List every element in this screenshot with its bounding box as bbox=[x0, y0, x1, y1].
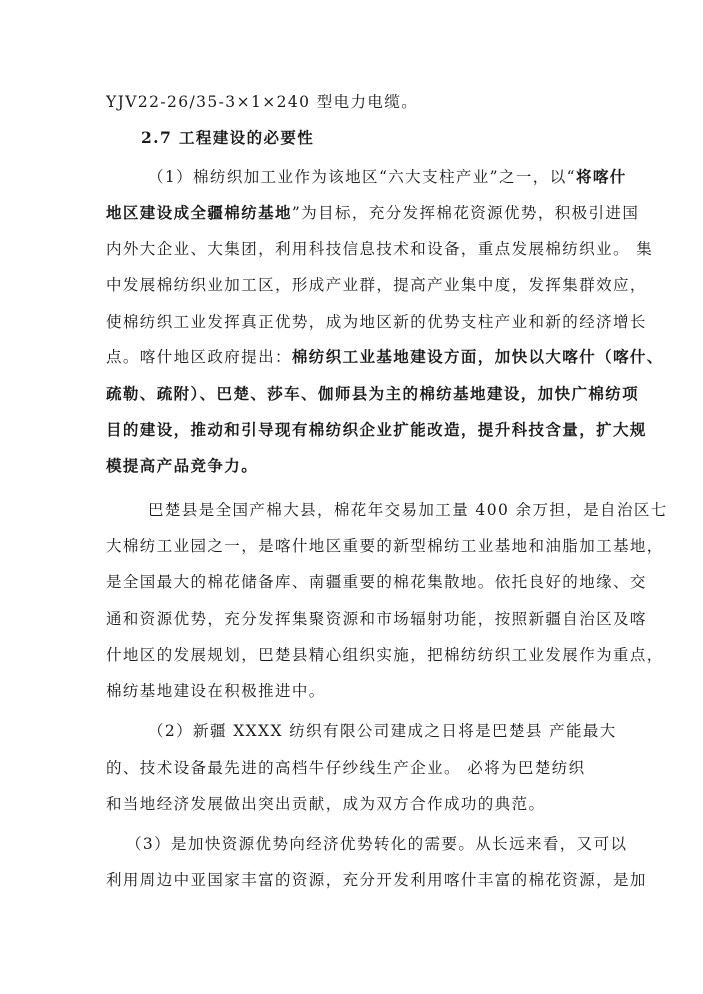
paragraph-1-line-2 bbox=[106, 203, 639, 223]
paragraph-1-emphasis-start: 将喀什 bbox=[575, 167, 627, 186]
paragraph-3-line-1: （2）新疆 XXXX 纺织有限公司建成之日将是巴楚县 产能最大 bbox=[148, 722, 617, 740]
government-plan: 棉纺织工业基地建设方面，加快以大喀什（喀什、 bbox=[291, 347, 664, 366]
paragraph-1-line-8: 目的建设，推动和引导现有棉纺织企业扩能改造，提升科技含量，扩大规 bbox=[106, 420, 647, 439]
paragraph-1-line-4: 中发展棉纺织业加工区，形成产业群，提高产业集中度，发挥集群效应， bbox=[106, 276, 647, 294]
paragraph-2-line-3: 是全国最大的棉花储备库、南疆重要的棉花集散地。依托良好的地缘、交 bbox=[106, 573, 647, 591]
paragraph-4-line-2: 利用周边中亚国家丰富的资源，充分开发利用喀什丰富的棉花资源，是加 bbox=[106, 871, 647, 889]
paragraph-4-line-1: （3）是加快资源优势向经济优势转化的需要。从长远来看，又可以 bbox=[126, 835, 628, 853]
paragraph-2-line-2: 大棉纺工业园之一，是喀什地区重要的新型棉纺工业基地和油脂加工基地， bbox=[106, 537, 664, 555]
paragraph-1-line-6 bbox=[106, 347, 664, 367]
paragraph-1-intro: （1）棉纺织加工业作为该地区“六大支柱产业”之一，以“ bbox=[148, 168, 576, 186]
paragraph-1-line-7: 疏勒、疏附）、巴楚、莎车、伽师县为主的棉纺基地建设，加快广棉纺项 bbox=[106, 384, 640, 403]
text-line-1: YJV22-26/35-3×1×240 型电力电缆。 bbox=[106, 93, 419, 111]
paragraph-1-line-1 bbox=[148, 167, 627, 187]
paragraph-2-line-4: 通和资源优势，充分发挥集聚资源和市场辐射功能，按照新疆自治区及喀 bbox=[106, 610, 647, 628]
paragraph-3-line-2: 的、技术设备最先进的高档牛仔纱线生产企业。 必将为巴楚纺织 bbox=[106, 759, 586, 777]
paragraph-1-goal: ”为目标，充分发挥棉花资源优势，积极引进国 bbox=[291, 204, 640, 222]
paragraph-2-line-1: 巴楚县是全国产棉大县，棉花年交易加工量 400 余万担，是自治区七 bbox=[148, 501, 668, 519]
paragraph-1-line-5: 使棉纺织工业发挥真正优势，成为地区新的优势支柱产业和新的经济增长 bbox=[106, 313, 647, 331]
paragraph-3-line-3: 和当地经济发展做出突出贡献，成为双方合作成功的典范。 bbox=[106, 795, 546, 813]
paragraph-2-line-5: 什地区的发展规划，巴楚县精心组织实施，把棉纺纺织工业发展作为重点， bbox=[106, 646, 664, 664]
section-heading: 2.7 工程建设的必要性 bbox=[141, 128, 315, 147]
paragraph-1-emphasis-end: 地区建设成全疆棉纺基地 bbox=[106, 203, 292, 222]
government-statement: 点。喀什地区政府提出： bbox=[106, 348, 292, 366]
paragraph-2-line-6: 棉纺基地建设在积极推进中。 bbox=[106, 682, 326, 700]
paragraph-1-line-9: 模提高产品竞争力。 bbox=[106, 456, 259, 475]
paragraph-1-line-3: 内外大企业、大集团，利用科技信息技术和设备，重点发展棉纺织业。 集 bbox=[106, 240, 654, 258]
